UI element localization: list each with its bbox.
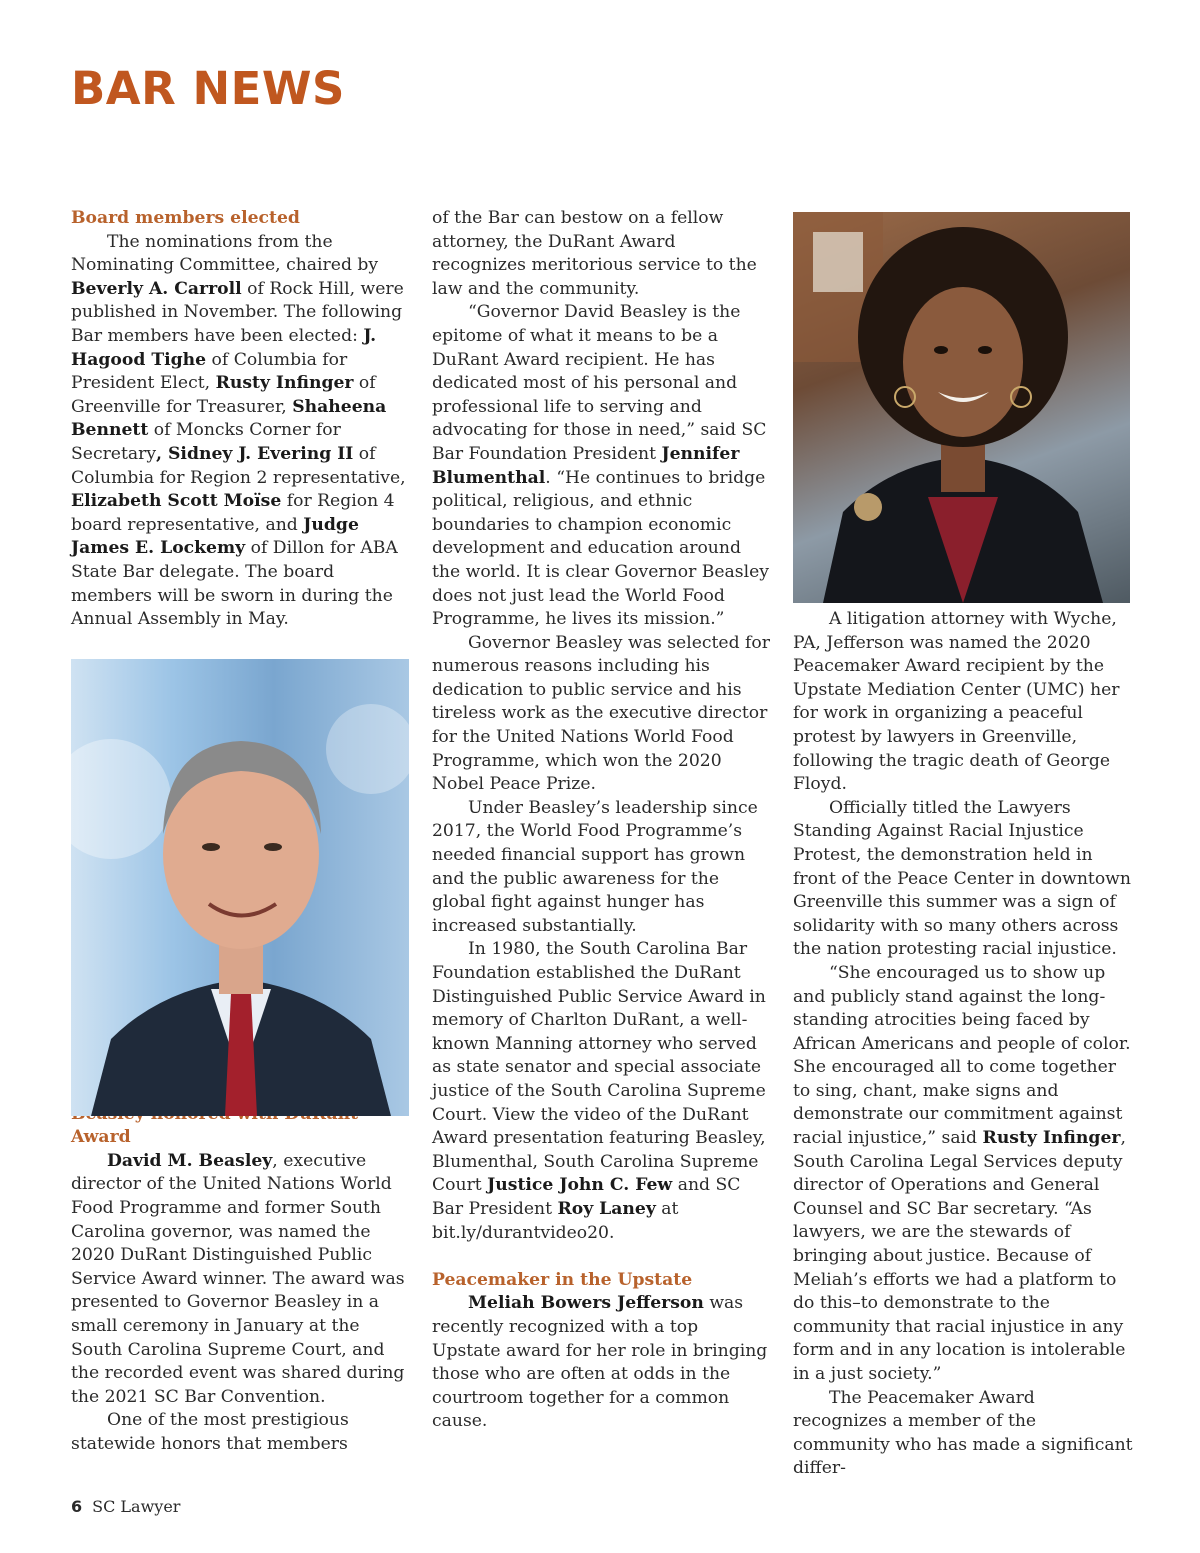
- name-elizabeth-moise: Elizabeth Scott Moïse: [71, 491, 282, 512]
- column-3: [793, 207, 1133, 1481]
- name-meliah-jefferson: Meliah Bowers Jefferson: [468, 1293, 704, 1314]
- heading-peacemaker: Peacemaker in the Upstate: [432, 1269, 693, 1290]
- photo-spacer: [793, 207, 1133, 608]
- heading-beasley-durant: Award: [71, 1127, 131, 1148]
- paragraph-selection-reasons: Governor Beasley was selected for numerous reasons including his dedication to public service and his tireless work as the executive director for the United Nations World Food Programme, which won the 2020 Nobel Peace Prize.: [432, 632, 770, 795]
- paragraph-infinger-quote: “She encouraged us to show up and publicly stand against the long-standing atrocities being faced by African Americans and people of color. She encouraged all to come together to sing, chant, make signs and demonstrate our commitment against racial injustice,” said Rusty Infinger, South Carolina Legal Services deputy director of Operations and General Counsel and SC Bar secretary. “As lawyers, we are the stewards of bringing about justice. Because of Meliah’s efforts we had a platform to do this–to demonstrate to the community that racial injustice in any form and in any location is intolerable in a just society.”: [793, 962, 1131, 1384]
- name-hagood-tighe: J. Hagood Tighe: [71, 325, 377, 370]
- paragraph-jefferson-recognized: Meliah Bowers Jefferson was recently recognized with a top Upstate award for her role in bringing those who are often at odds in the courtroom together for a common cause.: [432, 1293, 768, 1432]
- paragraph-protest: Officially titled the Lawyers Standing Against Racial Injustice Protest, the demonstration held in front of the Peace Center in downtown Greenville this summer was a sign of solidarity with so many others across the nation protesting racial injustice.: [793, 797, 1131, 960]
- paragraph-beasley-named: David M. Beasley, executive director of the United Nations World Food Programme and former South Carolina governor, was named the 2020 DuRant Distinguished Public Service Award winner. The award was presented to Governor Beasley in a small ceremony in January at the South Carolina Supreme Court, and the recorded event was shared during the 2021 SC Bar Convention.: [71, 1150, 405, 1407]
- paragraph-blumenthal-quote: “Governor David Beasley is the epitome of what it means to be a DuRant Award recipient. He has dedicated most of his personal and professional life to serving and advocating for those in need,” said SC Bar Foundation President Jennifer Blumenthal. “He continues to bridge political, religious, and ethnic boundaries to champion economic development and education around the world. It is clear Governor Beasley does not just lead the World Food Programme, he lives its mission.”: [432, 302, 769, 630]
- photo-david-beasley: [71, 659, 409, 1116]
- publication-name: SC Lawyer: [92, 1497, 181, 1516]
- paragraph-board-nominations: The nominations from the Nominating Committee, chaired by Beverly A. Carroll of Rock Hill, were published in November. The following Bar members have been elected: J. Hagood Tighe of Columbia for President Elect, Rusty Infinger of Greenville for Treasurer, Shaheena Bennett of Moncks Corner for Secretary, Sidney J. Evering II of Columbia for Region 2 representative, Elizabeth Scott Moïse for Region 4 board representative, and Judge James E. Lockemy of Dillon for ABA State Bar delegate. The board members will be sworn in during the Annual Assembly in May.: [71, 231, 406, 630]
- paragraph-leadership: Under Beasley’s leadership since 2017, the World Food Programme’s needed financial support has grown and the public awareness for the global fight against hunger has increased substantially.: [432, 797, 758, 936]
- name-sidney-evering: , Sidney J. Evering II: [156, 443, 354, 464]
- name-david-beasley: David M. Beasley: [107, 1150, 273, 1171]
- paragraph-durant-continued: of the Bar can bestow on a fellow attorney, the DuRant Award recognizes meritorious service to the law and the community.: [432, 208, 757, 299]
- name-james-lockemy: Judge James E. Lockemy: [71, 514, 359, 559]
- page-title: BAR NEWS: [71, 62, 345, 115]
- paragraph-jefferson-named: A litigation attorney with Wyche, PA, Jefferson was named the 2020 Peacemaker Award recipient by the Upstate Mediation Center (UMC) her for work in organizing a peaceful protest by lawyers in Greenville, following the tragic death of George Floyd.: [793, 609, 1120, 795]
- name-john-few: Justice John C. Few: [487, 1175, 673, 1196]
- paragraph-award-history: In 1980, the South Carolina Bar Foundation established the DuRant Distinguished Public Service Award in memory of Charlton DuRant, a well-known Manning attorney who served as state senator and special associate justice of the South Carolina Supreme Court. View the video of the DuRant Award presentation featuring Beasley, Blumenthal, South Carolina Supreme Court Justice John C. Few and SC Bar President Roy Laney at bit.ly/durantvideo20.: [432, 939, 766, 1243]
- heading-board-members-elected: Board members elected: [71, 208, 300, 228]
- column-2: [432, 207, 772, 1434]
- paragraph-peacemaker-award: The Peacemaker Award recognizes a member of the community who has made a significant differ-: [793, 1387, 1133, 1479]
- page-number: 6: [71, 1497, 83, 1516]
- name-rusty-infinger-quote: Rusty Infinger: [982, 1128, 1121, 1149]
- name-roy-laney: Roy Laney: [557, 1198, 656, 1219]
- name-jennifer-blumenthal: Jennifer Blumenthal: [432, 443, 740, 488]
- name-shaheena-bennett: Shaheena Bennett: [71, 396, 387, 441]
- name-beverly-carroll: Beverly A. Carroll: [71, 278, 242, 299]
- name-rusty-infinger: Rusty Infinger: [215, 373, 354, 394]
- portrait-man-illustration: [71, 659, 409, 1116]
- page-footer: [71, 1497, 180, 1516]
- paragraph-prestigious: One of the most prestigious statewide honors that members: [71, 1410, 349, 1454]
